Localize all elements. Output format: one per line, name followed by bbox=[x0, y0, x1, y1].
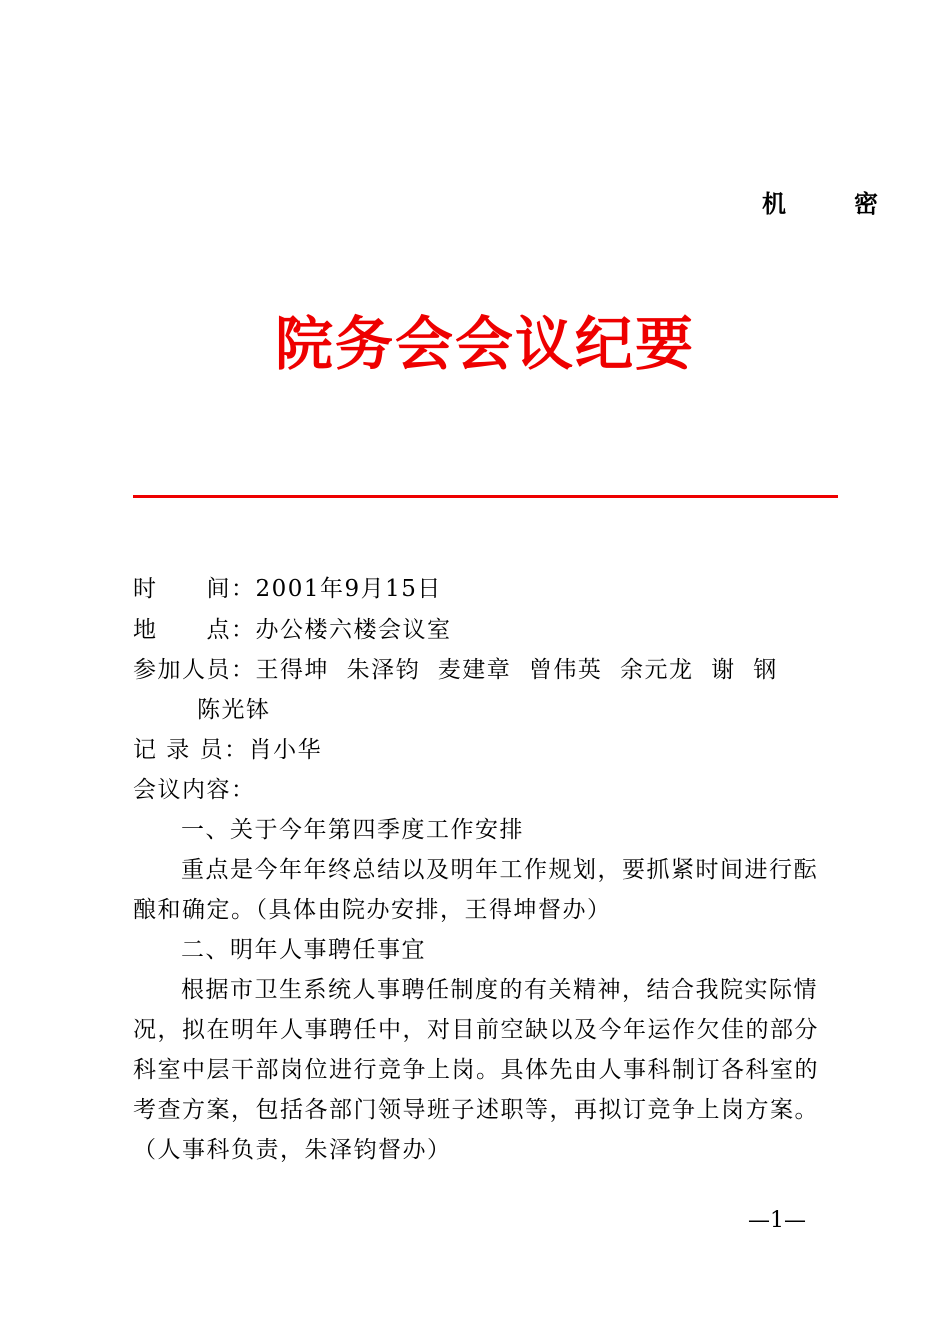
section-heading: 一、关于今年第四季度工作安排 bbox=[181, 817, 524, 843]
section-heading: 二、明年人事聘任事宜 bbox=[181, 937, 426, 963]
paragraph-line: 根据市卫生系统人事聘任制度的有关精神，结合我院实际情 bbox=[181, 977, 818, 1003]
paragraph-line: 考查方案，包括各部门领导班子述职等，再拟订竞争上岗方案。 bbox=[133, 1097, 819, 1123]
place-row bbox=[133, 611, 452, 644]
page-number: —1— bbox=[748, 1208, 806, 1233]
recorder-value: 肖小华 bbox=[248, 737, 323, 763]
document-title: 院务会会议纪要 bbox=[274, 310, 695, 378]
paragraph-line: 况，拟在明年人事聘任中，对目前空缺以及今年运作欠佳的部分 bbox=[133, 1017, 819, 1043]
time-value: 2001年9月15日 bbox=[255, 576, 442, 602]
attendees-continued: 陈光钵 bbox=[197, 697, 271, 723]
paragraph-line: 科室中层干部岗位进行竞争上岗。具体先由人事科制订各科室的 bbox=[133, 1057, 819, 1083]
paragraph-line: （人事科负责，朱泽钧督办） bbox=[133, 1137, 452, 1163]
red-separator-line bbox=[133, 495, 838, 498]
place-label: 地 点： bbox=[133, 617, 256, 643]
recorder-row bbox=[133, 731, 322, 764]
attendees-label: 参加人员： bbox=[133, 657, 256, 683]
place-value: 办公楼六楼会议室 bbox=[255, 617, 452, 643]
recorder-label: 记 录 员： bbox=[133, 737, 249, 763]
paragraph-line: 酿和确定。（具体由院办安排，王得坤督办） bbox=[133, 897, 612, 923]
time-row bbox=[133, 570, 442, 603]
classification-mark: 机 密 bbox=[762, 189, 900, 218]
attendees-row bbox=[133, 651, 778, 684]
content-label: 会议内容： bbox=[133, 777, 256, 803]
time-label: 时 间： bbox=[133, 576, 256, 602]
paragraph-line: 重点是今年年终总结以及明年工作规划，要抓紧时间进行酝 bbox=[181, 857, 818, 883]
attendees-names: 王得坤 朱泽钧 麦建章 曾伟英 余元龙 谢 钢 bbox=[255, 657, 778, 683]
